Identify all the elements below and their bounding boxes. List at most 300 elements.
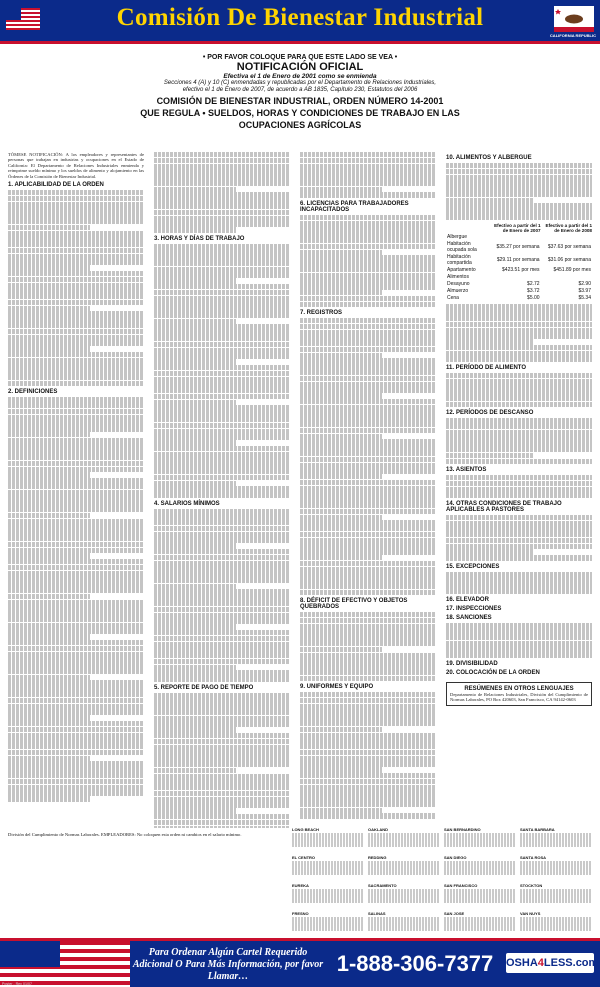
- text-line: [446, 402, 592, 407]
- text-line: [446, 345, 592, 350]
- office-title: SALINAS: [368, 911, 386, 916]
- osha4less-logo[interactable]: OSHA4LESS.com: [506, 953, 594, 973]
- office-entry: [444, 884, 516, 908]
- text-line: [300, 267, 436, 272]
- text-line: [154, 716, 290, 721]
- text-line: [8, 277, 144, 282]
- text-line: [8, 611, 144, 616]
- text-line: [8, 536, 144, 541]
- text-line: [300, 767, 382, 772]
- office-address-line: [444, 870, 516, 875]
- text-line: [8, 634, 90, 639]
- text-line: [8, 432, 90, 437]
- table-cell: Cena: [447, 294, 459, 301]
- text-line: [154, 192, 290, 197]
- text-line: [154, 158, 290, 163]
- text-line: [154, 549, 290, 554]
- text-line: [8, 738, 144, 743]
- text-line: [154, 543, 236, 548]
- text-line: [8, 623, 144, 628]
- text-line: [154, 768, 236, 773]
- text-line: [154, 532, 290, 537]
- body-text-lines: [154, 152, 290, 233]
- office-entry: [292, 912, 364, 936]
- table-cell: Desayuno: [447, 280, 470, 287]
- text-line: [446, 328, 592, 333]
- text-line: [154, 698, 290, 703]
- intro-text: TÓMESE NOTIFICACIÓN: A los empleadores y representantes de personas que trabajan en industrias y ocupaciones en el Estado de California: El Departamento de Relaciones Industriales enmienda y reimprime sueldo mínimo y los sueldos de alimento y alojamiento en las Órdenes de la Comisión de Bienestar Industrial.: [8, 152, 144, 179]
- text-line: [300, 641, 436, 646]
- text-line: [154, 301, 290, 306]
- text-line: [300, 761, 436, 766]
- text-line: [8, 294, 144, 299]
- text-line: [154, 342, 290, 347]
- text-line: [154, 429, 290, 434]
- body-text-lines: [446, 623, 592, 657]
- text-line: [154, 221, 290, 226]
- table-row: [446, 266, 592, 273]
- text-line: [154, 452, 290, 457]
- text-line: [154, 665, 236, 670]
- text-line: [154, 791, 290, 796]
- office-entry: [444, 828, 516, 852]
- text-line: [446, 555, 592, 560]
- text-line: [446, 384, 592, 389]
- table-cell: Albergue: [447, 233, 468, 240]
- text-line: [446, 572, 592, 577]
- text-line: [8, 773, 144, 778]
- text-line: [8, 680, 144, 685]
- office-address-line: [444, 898, 516, 903]
- text-line: [8, 767, 144, 772]
- text-line: [446, 435, 592, 440]
- text-line: [8, 507, 144, 512]
- text-line: [8, 397, 144, 402]
- footer-banner: [0, 938, 600, 987]
- text-line: [300, 382, 436, 387]
- text-line: [8, 733, 144, 738]
- text-line: [300, 578, 436, 583]
- text-line: [300, 584, 436, 589]
- text-line: [154, 152, 290, 157]
- text-line: [300, 215, 436, 220]
- text-line: [446, 424, 592, 429]
- text-line: [8, 744, 144, 749]
- text-line: [8, 259, 144, 264]
- table-cell: Habitación ocupada sola: [447, 240, 477, 253]
- text-line: [300, 538, 436, 543]
- section-heading: 18. SANCIONES: [446, 615, 492, 622]
- text-line: [8, 524, 144, 529]
- text-line: [8, 704, 144, 709]
- text-line: [154, 636, 290, 641]
- office-address-line: [368, 898, 440, 903]
- section-heading: 11. PERÍODO DE ALIMENTO: [446, 364, 527, 371]
- office-title: SAN DIEGO: [444, 855, 467, 860]
- table-cell: $2.72: [527, 280, 540, 287]
- text-line: [154, 324, 290, 329]
- text-line: [8, 415, 144, 420]
- text-line: [300, 779, 436, 784]
- office-entry: [368, 856, 440, 880]
- text-line: [154, 336, 290, 341]
- office-title: FRESNO: [292, 911, 309, 916]
- text-line: [300, 284, 436, 289]
- text-line: [8, 329, 144, 334]
- section-heading: 8. DÉFICIT DE EFECTIVO Y OBJETOS QUEBRADOS: [300, 598, 408, 611]
- office-entry: [520, 884, 592, 908]
- text-line: [8, 686, 144, 691]
- text-line: [8, 519, 144, 524]
- text-line: [154, 377, 290, 382]
- text-line: [8, 663, 144, 668]
- text-line: [446, 310, 592, 315]
- text-line: [8, 715, 90, 720]
- office-entry: [444, 912, 516, 936]
- text-line: [300, 152, 436, 157]
- text-line: [300, 376, 436, 381]
- text-line: [300, 698, 436, 703]
- text-line: [8, 443, 144, 448]
- text-line: [154, 388, 290, 393]
- text-line: [8, 369, 144, 374]
- section-heading: 6. LICENCIAS PARA TRABAJADORES INCAPACITADOS: [300, 200, 409, 213]
- section-heading: 5. REPORTE DE PAGO DE TIEMPO: [154, 684, 254, 691]
- table-header: Efectivo a partir del 1 de Enero de 2008: [545, 223, 592, 234]
- text-line: [154, 555, 290, 560]
- text-line: [8, 426, 144, 431]
- text-line: [300, 543, 436, 548]
- text-line: [8, 600, 144, 605]
- table-cell: $5.34: [578, 294, 591, 301]
- text-line: [446, 447, 592, 452]
- text-line: [300, 618, 436, 623]
- footnote: División del Cumplimiento de Normas Laborales. EMPLEADORES: No coloquen esta orden ni cambios en el salario mínimo.: [8, 832, 242, 837]
- text-line: [154, 175, 290, 180]
- section-heading: 16. ELEVADOR: [446, 597, 489, 604]
- text-line: [154, 820, 290, 825]
- text-line: [8, 721, 144, 726]
- text-line: [154, 814, 290, 819]
- text-line: [154, 526, 290, 531]
- table-cell: Habitación compartida: [447, 253, 472, 266]
- text-line: [154, 589, 290, 594]
- text-line: [154, 411, 290, 416]
- section-heading: 9. UNIFORMES Y EQUIPO: [300, 684, 374, 691]
- offices-grid: [292, 828, 592, 936]
- text-line: [446, 629, 592, 634]
- text-line: [8, 548, 144, 553]
- text-line: [446, 526, 592, 531]
- text-line: [154, 353, 290, 358]
- office-title: SANTA ROSA: [520, 855, 546, 860]
- body-columns: [8, 152, 592, 828]
- table-cell: [541, 233, 592, 240]
- text-line: [446, 441, 592, 446]
- text-line: [154, 405, 290, 410]
- text-line: [300, 164, 436, 169]
- text-line: [300, 451, 436, 456]
- table-cell: [489, 273, 540, 280]
- order-line-2: QUE REGULA • SUELDOS, HORAS Y CONDICIONES DE TRABAJO EN LAS: [140, 108, 460, 118]
- text-line: [154, 721, 290, 726]
- section-heading: 10. ALIMENTOS Y ALBERGUE: [446, 155, 532, 161]
- text-line: [300, 273, 436, 278]
- office-address-line: [520, 898, 592, 903]
- text-line: [8, 542, 144, 547]
- table-row: [446, 294, 592, 301]
- text-line: [154, 595, 290, 600]
- header-banner: [0, 0, 600, 44]
- text-line: [154, 492, 290, 497]
- text-line: [300, 416, 436, 421]
- text-line: [300, 353, 382, 358]
- office-address-line: [292, 926, 364, 931]
- text-line: [8, 559, 144, 564]
- text-line: [8, 288, 144, 293]
- text-line: [446, 487, 592, 492]
- text-line: [300, 187, 382, 192]
- text-line: [154, 653, 290, 658]
- text-line: [8, 236, 144, 241]
- section-heading: 4. SALARIOS MÍNIMOS: [154, 500, 220, 507]
- text-line: [154, 584, 236, 589]
- office-title: OAKLAND: [368, 827, 388, 832]
- text-line: [8, 571, 144, 576]
- text-line: [154, 802, 290, 807]
- page-title: Comisión De Bienestar Industrial: [116, 4, 484, 31]
- office-address-line: [368, 926, 440, 931]
- effective-date: Efectiva el 1 de Enero de 2001 como se enmienda: [223, 73, 377, 80]
- text-line: [8, 467, 144, 472]
- text-line: [300, 790, 436, 795]
- text-line: [154, 272, 290, 277]
- text-line: [154, 601, 290, 606]
- text-line: [154, 278, 236, 283]
- text-line: [446, 390, 592, 395]
- text-line: [154, 187, 236, 192]
- text-line: [300, 738, 436, 743]
- text-line: [446, 515, 592, 520]
- text-line: [154, 365, 290, 370]
- body-text-lines: [300, 152, 436, 198]
- text-line: [8, 254, 144, 259]
- meals-lodging-table: [446, 223, 592, 301]
- text-line: [300, 370, 436, 375]
- text-line: [154, 509, 290, 514]
- text-line: [154, 670, 290, 675]
- text-line: [300, 158, 436, 163]
- text-line: [8, 657, 144, 662]
- text-line: [8, 796, 90, 801]
- text-line: [154, 481, 236, 486]
- office-address-line: [368, 842, 440, 847]
- table-cell: $3.97: [578, 287, 591, 294]
- text-line: [300, 341, 436, 346]
- text-line: [300, 422, 436, 427]
- text-line: [446, 589, 592, 594]
- text-line: [154, 216, 290, 221]
- text-line: [154, 423, 290, 428]
- text-line: [300, 692, 436, 697]
- text-line: [154, 475, 290, 480]
- text-line: [8, 484, 144, 489]
- table-header: Efectivo a partir del 1 de Enero de 2007: [494, 223, 541, 234]
- text-line: [446, 209, 592, 214]
- body-text-lines: [8, 190, 144, 386]
- text-line: [154, 164, 290, 169]
- text-line: [300, 393, 382, 398]
- table-header: [446, 223, 489, 233]
- text-line: [446, 538, 592, 543]
- body-text-lines: [446, 163, 592, 220]
- text-line: [446, 641, 592, 646]
- text-line: [8, 617, 144, 622]
- body-text-lines: [446, 304, 592, 361]
- text-line: [300, 624, 436, 629]
- text-line: [154, 779, 290, 784]
- text-line: [446, 169, 592, 174]
- text-line: [154, 267, 290, 272]
- text-line: [446, 339, 534, 344]
- text-line: [8, 628, 144, 633]
- text-line: [154, 371, 290, 376]
- text-line: [154, 446, 290, 451]
- text-line: [446, 453, 534, 458]
- posting-instruction: • POR FAVOR COLOQUE PARA QUE ESTE LADO SE VEA •: [202, 54, 398, 61]
- office-address-line: [520, 870, 592, 875]
- text-line: [8, 403, 144, 408]
- text-line: [446, 203, 592, 208]
- text-line: [300, 255, 436, 260]
- body-text-lines: [154, 693, 290, 828]
- text-line: [8, 750, 144, 755]
- text-line: [300, 808, 382, 813]
- office-address-line: [444, 842, 516, 847]
- text-line: [154, 227, 236, 232]
- table-cell: $2.90: [578, 280, 591, 287]
- text-line: [154, 630, 290, 635]
- text-line: [154, 330, 290, 335]
- text-line: [300, 296, 436, 301]
- text-line: [300, 670, 436, 675]
- text-line: [8, 785, 144, 790]
- text-line: [8, 352, 144, 357]
- text-line: [8, 346, 90, 351]
- text-line: [300, 704, 436, 709]
- text-line: [154, 774, 290, 779]
- text-line: [300, 347, 436, 352]
- text-line: [8, 646, 144, 651]
- text-line: [8, 317, 144, 322]
- text-line: [154, 566, 290, 571]
- text-line: [154, 762, 290, 767]
- table-cell: $31.06 por semana: [547, 256, 591, 263]
- text-line: [154, 727, 236, 732]
- text-line: [300, 590, 436, 595]
- text-line: [446, 373, 592, 378]
- office-title: REDDING: [368, 855, 387, 860]
- text-line: [300, 612, 436, 617]
- table-row: [446, 287, 592, 294]
- text-line: [8, 375, 144, 380]
- text-line: [154, 618, 290, 623]
- text-line: [300, 715, 436, 720]
- text-line: [300, 387, 436, 392]
- office-entry: [368, 828, 440, 852]
- text-line: [300, 813, 436, 818]
- text-line: [300, 676, 436, 681]
- office-title: SAN JOSE: [444, 911, 465, 916]
- text-line: [154, 750, 290, 755]
- order-line-1: COMISIÓN DE BIENESTAR INDUSTRIAL, ORDEN NÚMERO 14-2001: [156, 96, 444, 106]
- text-line: [154, 440, 236, 445]
- office-entry: [292, 884, 364, 908]
- text-line: [8, 709, 144, 714]
- office-entry: [368, 912, 440, 936]
- text-line: [8, 300, 144, 305]
- text-line: [300, 169, 436, 174]
- text-line: [8, 231, 144, 236]
- text-line: [8, 652, 144, 657]
- phone-number[interactable]: 1-888-306-7377: [336, 951, 494, 976]
- us-flag-icon: [6, 8, 40, 30]
- text-line: [8, 449, 144, 454]
- text-line: [446, 180, 592, 185]
- text-line: [154, 169, 290, 174]
- text-line: [154, 198, 290, 203]
- text-line: [154, 537, 290, 542]
- office-entry: [444, 856, 516, 880]
- text-line: [8, 588, 144, 593]
- text-line: [8, 761, 144, 766]
- text-line: [154, 296, 290, 301]
- text-line: [8, 265, 90, 270]
- text-line: [154, 382, 290, 387]
- text-line: [154, 676, 290, 681]
- table-cell: $3.72: [527, 287, 540, 294]
- order-line-3: OCUPACIONES AGRÍCOLAS: [238, 120, 362, 130]
- text-line: [300, 526, 436, 531]
- text-line: [8, 323, 144, 328]
- text-line: [8, 438, 144, 443]
- text-line: [154, 457, 290, 462]
- office-address-line: [292, 870, 364, 875]
- text-line: [8, 692, 144, 697]
- office-title: SANTA BARBARA: [520, 827, 555, 832]
- text-line: [154, 394, 290, 399]
- text-line: [300, 405, 436, 410]
- table-cell: Alimentos: [447, 273, 469, 280]
- text-line: [446, 163, 592, 168]
- text-line: [300, 290, 382, 295]
- table-cell: $5.00: [527, 294, 540, 301]
- text-line: [8, 530, 144, 535]
- column-1: [8, 152, 144, 828]
- office-title: EL CENTRO: [292, 855, 316, 860]
- column-2: [154, 152, 290, 828]
- text-line: [300, 750, 436, 755]
- text-line: [8, 225, 90, 230]
- table-row: [446, 280, 592, 287]
- office-title: SAN FRANCISCO: [444, 883, 478, 888]
- text-line: [8, 242, 144, 247]
- text-line: [8, 478, 144, 483]
- text-line: [300, 226, 436, 231]
- table-cell: Almuerzo: [447, 287, 469, 294]
- text-line: [154, 313, 290, 318]
- text-line: [154, 572, 290, 577]
